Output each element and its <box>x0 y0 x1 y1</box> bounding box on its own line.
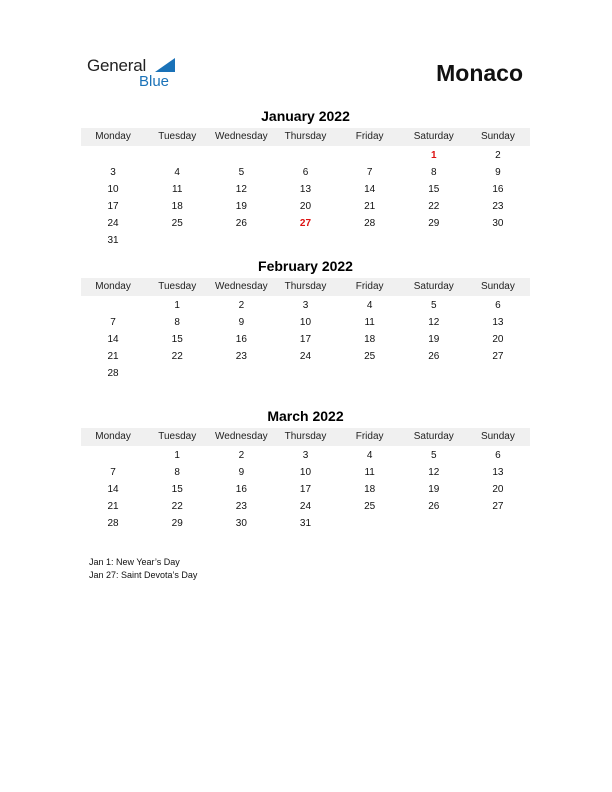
day-cell: 3 <box>302 300 309 311</box>
day-cell: 15 <box>171 334 183 345</box>
day-cell: 23 <box>235 501 247 512</box>
day-cell: 4 <box>366 450 373 461</box>
day-cell: 10 <box>299 467 312 478</box>
day-cell: 13 <box>492 317 504 328</box>
weekday-label: Friday <box>355 131 384 142</box>
brand-name-blue: Blue <box>139 73 170 90</box>
day-cell: 27 <box>492 501 504 512</box>
day-cell: 17 <box>107 201 119 212</box>
month-calendar-february <box>81 257 530 382</box>
brand-name-general: General <box>87 56 147 75</box>
day-cell: 28 <box>107 368 119 379</box>
day-cell: 5 <box>238 167 245 178</box>
day-cell: 26 <box>235 218 247 229</box>
day-cell: 30 <box>235 518 247 529</box>
empty-cell <box>209 147 273 164</box>
day-cell: 25 <box>364 351 376 362</box>
day-cell: 15 <box>428 184 440 195</box>
empty-cell <box>81 447 145 464</box>
day-cell: 29 <box>428 218 440 229</box>
day-cell: 16 <box>235 484 247 495</box>
day-cell: 7 <box>366 167 373 178</box>
holiday-note: Jan 27: Saint Devota’s Day <box>89 570 198 580</box>
day-cell: 8 <box>430 167 437 178</box>
empty-cell <box>81 297 145 314</box>
empty-cell <box>145 147 209 164</box>
day-cell: 23 <box>235 351 247 362</box>
day-cell: 8 <box>174 317 180 328</box>
day-cell: 21 <box>107 501 119 512</box>
day-cell: 6 <box>302 167 309 178</box>
month-calendar-january <box>81 107 530 249</box>
empty-cell <box>81 147 145 164</box>
day-grid <box>81 297 530 382</box>
day-cell: 28 <box>107 518 119 529</box>
day-cell: 9 <box>238 317 245 328</box>
day-cell: 12 <box>428 317 440 328</box>
day-cell: 23 <box>492 201 504 212</box>
day-cell: 31 <box>299 518 312 529</box>
day-cell: 6 <box>495 300 501 311</box>
holiday-note: Jan 1: New Year’s Day <box>89 557 180 567</box>
day-cell: 12 <box>235 184 247 195</box>
month-title: February 2022 <box>258 258 353 274</box>
day-grid <box>81 147 530 249</box>
day-cell: 2 <box>238 450 245 461</box>
weekday-label: Sunday <box>480 431 515 442</box>
day-cell: 20 <box>299 201 312 212</box>
month-title: March 2022 <box>267 408 344 424</box>
weekday-label: Saturday <box>413 131 454 142</box>
day-cell: 19 <box>428 484 440 495</box>
weekday-label: Monday <box>95 431 131 442</box>
weekday-label: Tuesday <box>158 131 197 142</box>
weekday-label: Tuesday <box>158 431 197 442</box>
weekday-label: Wednesday <box>215 281 268 292</box>
day-cell: 20 <box>492 484 504 495</box>
day-cell: 9 <box>238 467 245 478</box>
day-cell: 18 <box>364 334 376 345</box>
weekday-label: Saturday <box>413 281 454 292</box>
day-cell: 9 <box>495 167 501 178</box>
day-cell: 25 <box>171 218 183 229</box>
day-cell: 24 <box>299 501 312 512</box>
day-cell: 8 <box>174 467 180 478</box>
day-cell: 7 <box>110 467 116 478</box>
empty-cell <box>273 147 337 164</box>
day-cell: 17 <box>299 484 312 495</box>
day-cell: 18 <box>171 201 183 212</box>
month-calendar-march <box>81 407 530 532</box>
day-cell: 16 <box>492 184 504 195</box>
day-cell: 21 <box>364 201 376 212</box>
day-cell: 5 <box>430 300 437 311</box>
weekday-label: Monday <box>95 281 131 292</box>
country-title: Monaco <box>436 60 523 86</box>
day-cell: 21 <box>107 351 119 362</box>
day-cell: 22 <box>171 351 183 362</box>
weekday-label: Thursday <box>284 131 327 142</box>
day-cell: 4 <box>366 300 373 311</box>
day-cell: 31 <box>107 235 119 246</box>
day-cell: 10 <box>107 184 119 195</box>
day-cell: 13 <box>492 467 504 478</box>
day-cell: 6 <box>495 450 501 461</box>
day-cell: 19 <box>235 201 247 212</box>
day-cell: 10 <box>299 317 312 328</box>
day-cell: 19 <box>428 334 440 345</box>
day-cell: 22 <box>428 201 440 212</box>
day-cell: 2 <box>238 300 245 311</box>
day-cell: 30 <box>492 218 504 229</box>
day-cell: 11 <box>364 317 375 328</box>
day-cell: 13 <box>299 184 312 195</box>
weekday-label: Wednesday <box>215 431 268 442</box>
weekday-header <box>81 128 530 146</box>
day-cell: 25 <box>364 501 376 512</box>
day-cell: 24 <box>107 218 119 229</box>
day-cell: 2 <box>495 150 501 161</box>
day-cell: 20 <box>492 334 504 345</box>
weekday-header <box>81 428 530 446</box>
empty-cell <box>338 147 402 164</box>
weekday-label: Saturday <box>413 431 454 442</box>
day-cell: 14 <box>364 184 376 195</box>
weekday-label: Wednesday <box>215 131 268 142</box>
day-cell: 16 <box>235 334 247 345</box>
weekday-label: Thursday <box>284 281 327 292</box>
holiday-notes <box>89 556 197 582</box>
weekday-label: Thursday <box>284 431 327 442</box>
day-cell: 29 <box>171 518 183 529</box>
day-cell: 14 <box>107 484 119 495</box>
month-title: January 2022 <box>261 108 350 124</box>
weekday-label: Friday <box>355 431 384 442</box>
day-cell: 24 <box>299 351 312 362</box>
day-cell: 3 <box>110 167 116 178</box>
day-cell: 17 <box>299 334 312 345</box>
day-cell: 7 <box>110 317 116 328</box>
day-cell: 1 <box>174 450 180 461</box>
day-cell: 5 <box>430 450 437 461</box>
day-cell: 14 <box>107 334 119 345</box>
weekday-label: Friday <box>355 281 384 292</box>
day-cell: 22 <box>171 501 183 512</box>
day-cell: 18 <box>364 484 376 495</box>
day-cell: 26 <box>428 501 440 512</box>
weekday-label: Sunday <box>480 131 515 142</box>
day-cell: 26 <box>428 351 440 362</box>
day-cell: 1 <box>174 300 180 311</box>
day-cell: 15 <box>171 484 183 495</box>
holiday-day-cell: 27 <box>299 218 312 229</box>
weekday-label: Sunday <box>480 281 515 292</box>
day-cell: 28 <box>364 218 376 229</box>
weekday-label: Tuesday <box>158 281 197 292</box>
day-cell: 3 <box>302 450 309 461</box>
brand-logo <box>87 56 187 92</box>
day-grid <box>81 447 530 532</box>
holiday-day-cell: 1 <box>430 150 437 161</box>
day-cell: 27 <box>492 351 504 362</box>
day-cell: 11 <box>172 184 183 195</box>
day-cell: 12 <box>428 467 440 478</box>
brand-triangle-icon <box>155 58 175 72</box>
day-cell: 4 <box>174 167 180 178</box>
weekday-label: Monday <box>95 131 131 142</box>
day-cell: 11 <box>364 467 375 478</box>
weekday-header <box>81 278 530 296</box>
